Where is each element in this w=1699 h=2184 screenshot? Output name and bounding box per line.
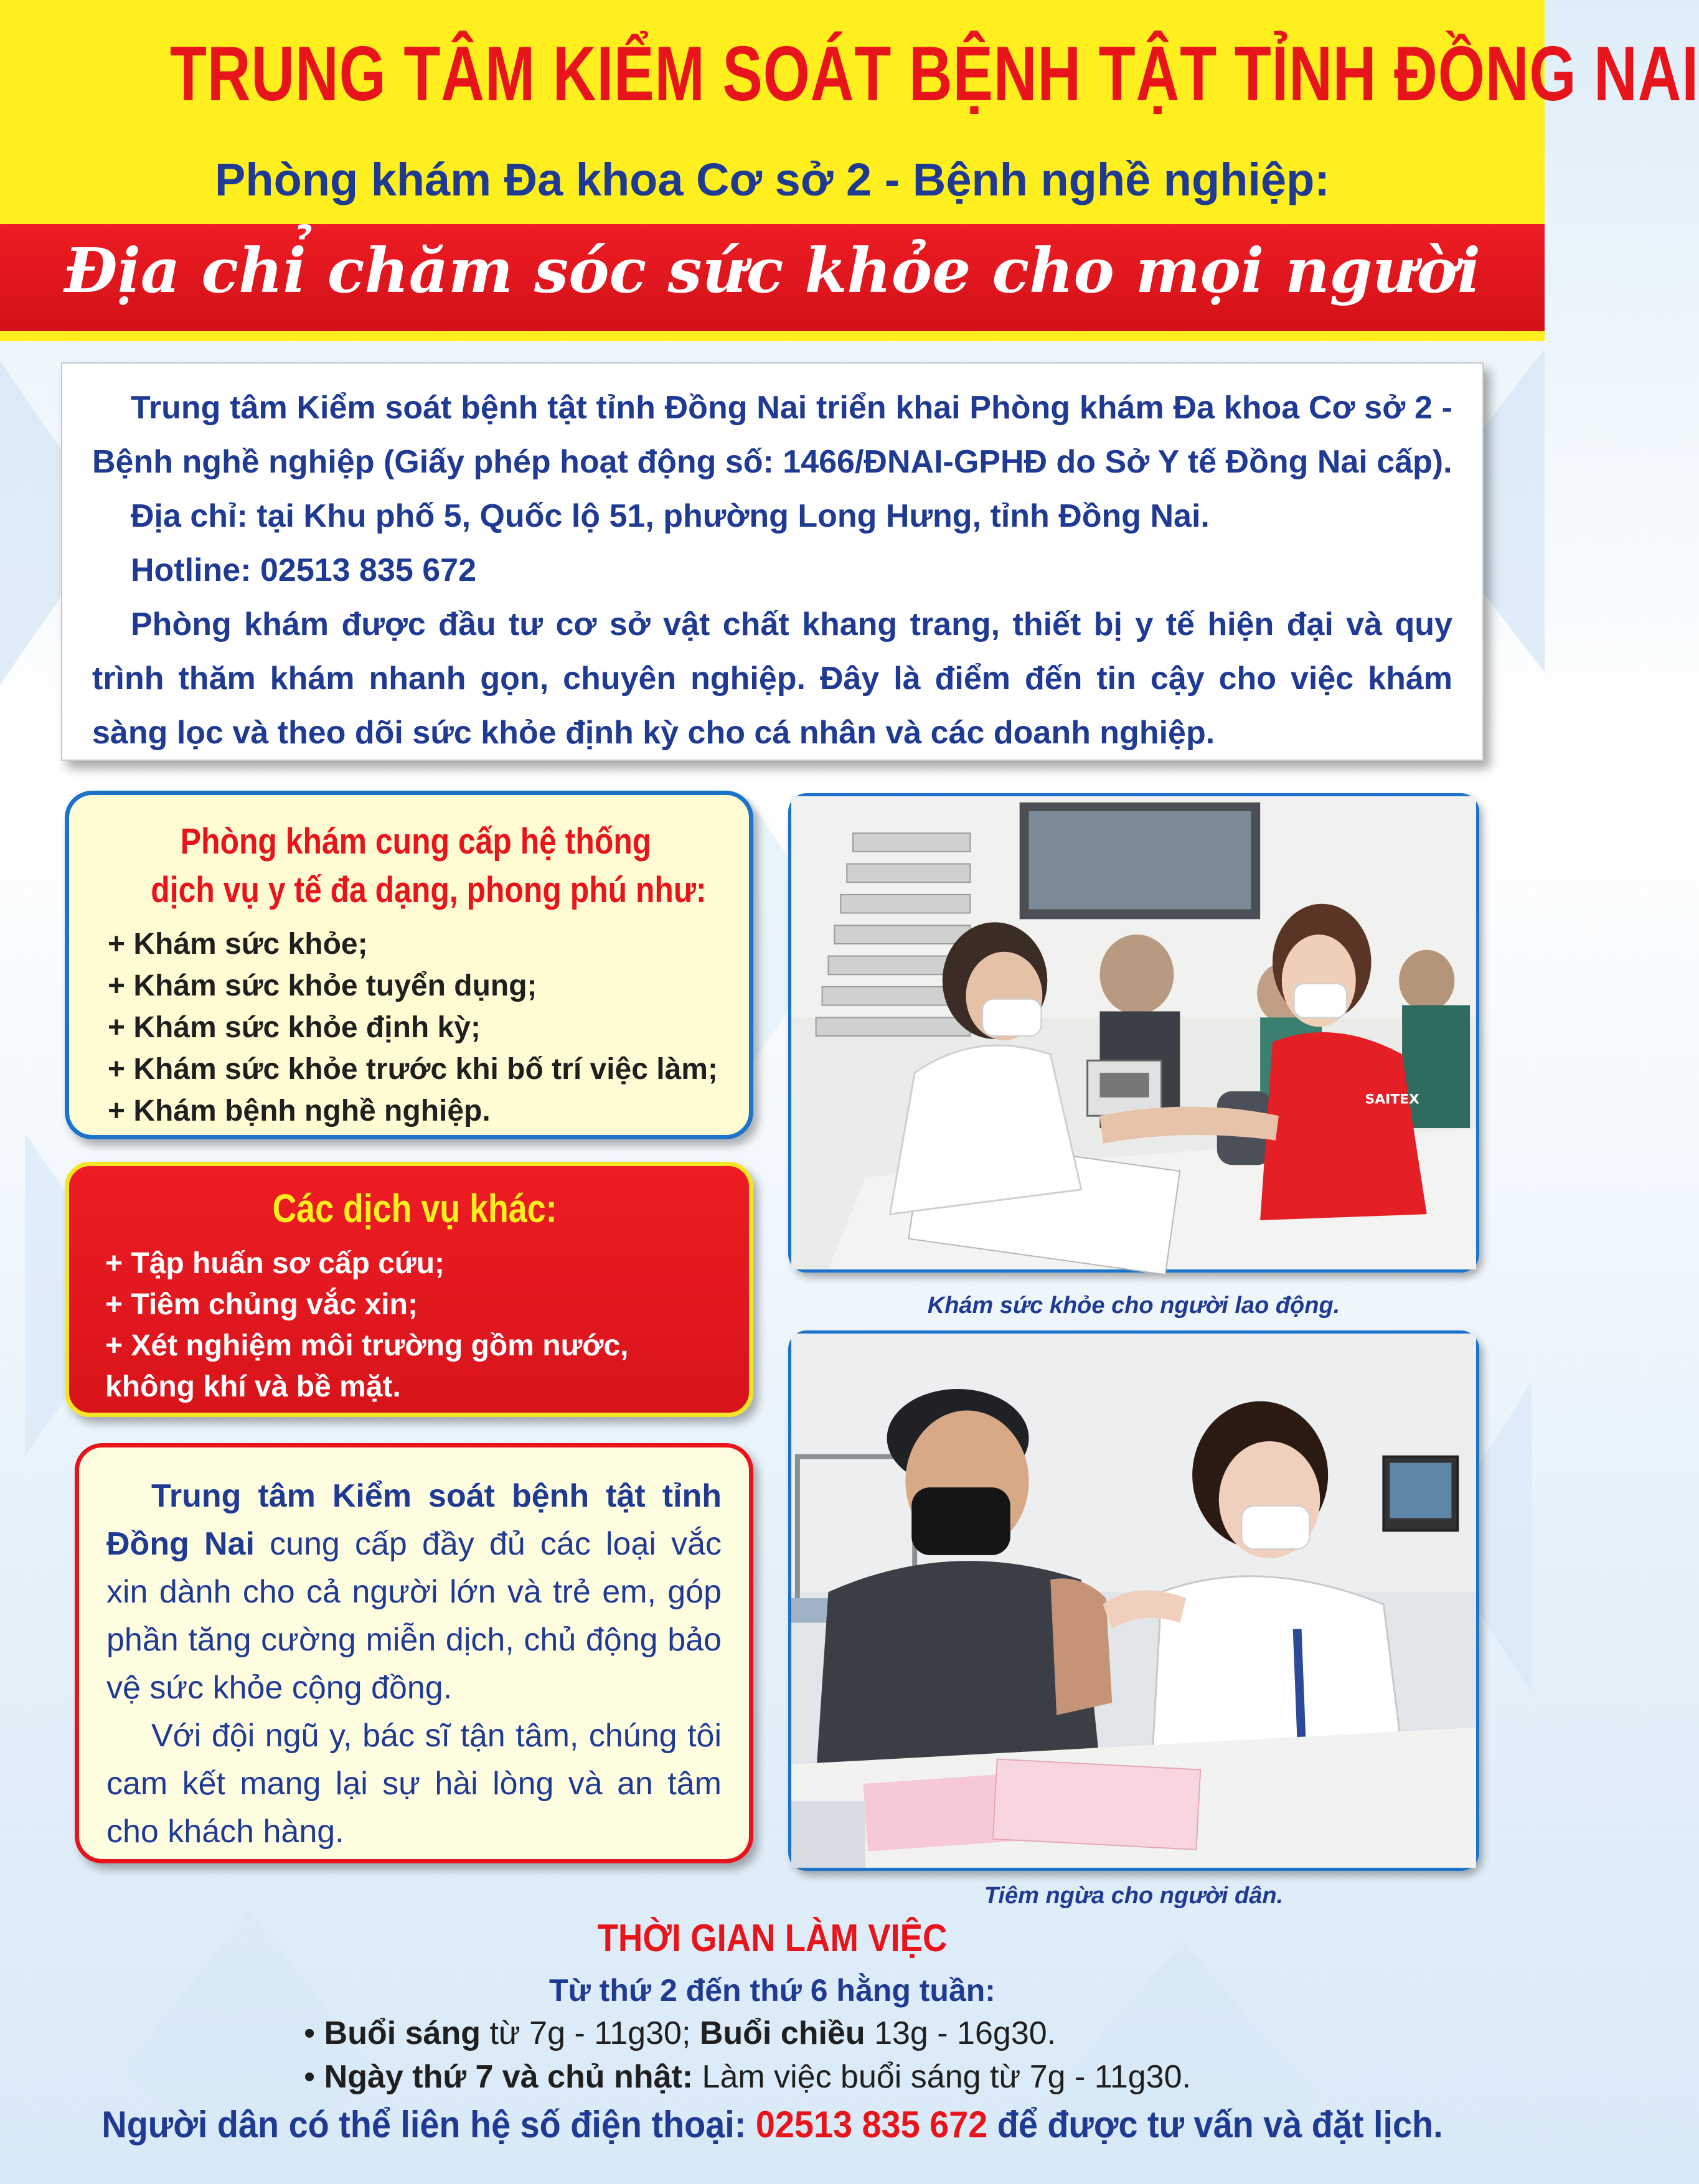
service-item: + Khám sức khỏe định kỳ; [108,1011,481,1044]
shirt-logo-text: SAITEX [1365,1091,1419,1108]
other-services-box [65,1162,753,1417]
morning-label: Buổi sáng [324,2015,481,2051]
services-title-line1: Phòng khám cung cấp hệ thống [180,821,652,862]
contact-suffix: để được tư vấn và đặt lịch. [987,2104,1443,2145]
other-service-item: + Tập huấn sơ cấp cứu; [105,1247,445,1280]
vaccine-box [75,1443,753,1863]
main-title: TRUNG TÂM KIỂM SOÁT BỆNH TẬT TỈNH ĐỒNG NAI [169,31,1699,117]
vaccine-lead: Trung tâm Kiểm soát bệnh tật tỉnh Đồng Nai [106,1478,722,1562]
services-box [65,791,753,1139]
photo-health-check [788,793,1479,1273]
slogan-banner [0,224,1545,331]
vaccine-paragraph [106,1472,722,1712]
afternoon-value: 13g - 16g30. [865,2015,1057,2051]
other-service-item: không khí và bề mặt. [105,1370,401,1403]
photo-caption-vaccination: Tiêm ngừa cho người dân. [984,1883,1284,1909]
weekend-hours: • Ngày thứ 7 và chủ nhật: Làm việc buổi sáng từ 7g - 11g30. [304,2059,1191,2095]
header-band [0,0,1699,227]
services-list [108,923,724,1132]
hours-subtitle: Từ thứ 2 đến thứ 6 hằng tuần: [549,1973,995,2008]
intro-hotline: Hotline: 02513 835 672 [131,552,476,588]
other-services-list [105,1243,724,1408]
photo-vaccination [788,1330,1479,1871]
other-services-title: Các dịch vụ khác: [272,1186,557,1231]
weekend-value: Làm việc buổi sáng từ 7g - 11g30. [693,2059,1191,2095]
intro-box [61,362,1484,761]
weekday-hours: • Buổi sáng từ 7g - 11g30; Buổi chiều 13g - 16g30. [304,2015,1057,2051]
banner-divider [0,331,1545,341]
other-service-item: + Tiêm chủng vắc xin; [105,1288,418,1321]
service-item: + Khám sức khỏe trước khi bố trí việc làm; [108,1053,718,1086]
intro-paragraph: Trung tâm Kiểm soát bệnh tật tỉnh Đồng Nai triển khai Phòng khám Đa khoa Cơ sở 2 - Bệnh nghề nghiệp (Giấy phép hoạt động số: 1466/ĐNAI-GPHĐ do Sở Y tế Đồng Nai cấp). [92,390,1452,480]
vaccine-text: cung cấp đầy đủ các loại vắc xin dành cho cả người lớn và trẻ em, góp phần tăng cường miễn dịch, chủ động bảo vệ sức khỏe cộng đồng. [106,1526,722,1706]
clinic-subtitle: Phòng khám Đa khoa Cơ sở 2 - Bệnh nghề nghiệp: [215,154,1330,205]
weekend-label: Ngày thứ 7 và chủ nhật: [324,2059,694,2095]
intro-facilities: Phòng khám được đầu tư cơ sở vật chất khang trang, thiết bị y tế hiện đại và quy trình thăm khám nhanh gọn, chuyên nghiệp. Đây là điểm đến tin cậy cho việc khám sàng lọc và theo dõi sức khỏe định kỳ cho cá nhân và các doanh nghiệp. [92,606,1452,751]
contact-line [54,2103,1490,2146]
contact-prefix: Người dân có thể liên hệ số điện thoại: [101,2104,756,2145]
afternoon-label: Buổi chiều [699,2015,865,2051]
morning-value: từ 7g - 11g30; [481,2015,700,2051]
hours-title: THỜI GIAN LÀM VIỆC [597,1917,948,1960]
contact-phone: 02513 835 672 [755,2104,988,2145]
vaccine-commitment: Với đội ngũ y, bác sĩ tận tâm, chúng tôi cam kết mang lại sự hài lòng và an tâm cho khách hàng. [106,1718,722,1850]
services-title-line2: dịch vụ y tế đa dạng, phong phú như: [151,870,707,910]
other-service-item: + Xét nghiệm môi trường gồm nước, [105,1329,629,1362]
service-item: + Khám sức khỏe; [108,928,368,961]
slogan-text: Địa chỉ chăm sóc sức khỏe cho mọi người [64,235,1480,307]
intro-address: Địa chỉ: tại Khu phố 5, Quốc lộ 51, phường Long Hưng, tỉnh Đồng Nai. [131,498,1210,534]
service-item: + Khám sức khỏe tuyển dụng; [108,969,537,1002]
service-item: + Khám bệnh nghề nghiệp. [108,1094,491,1127]
photo-caption-health-check: Khám sức khỏe cho người lao động. [927,1292,1340,1319]
